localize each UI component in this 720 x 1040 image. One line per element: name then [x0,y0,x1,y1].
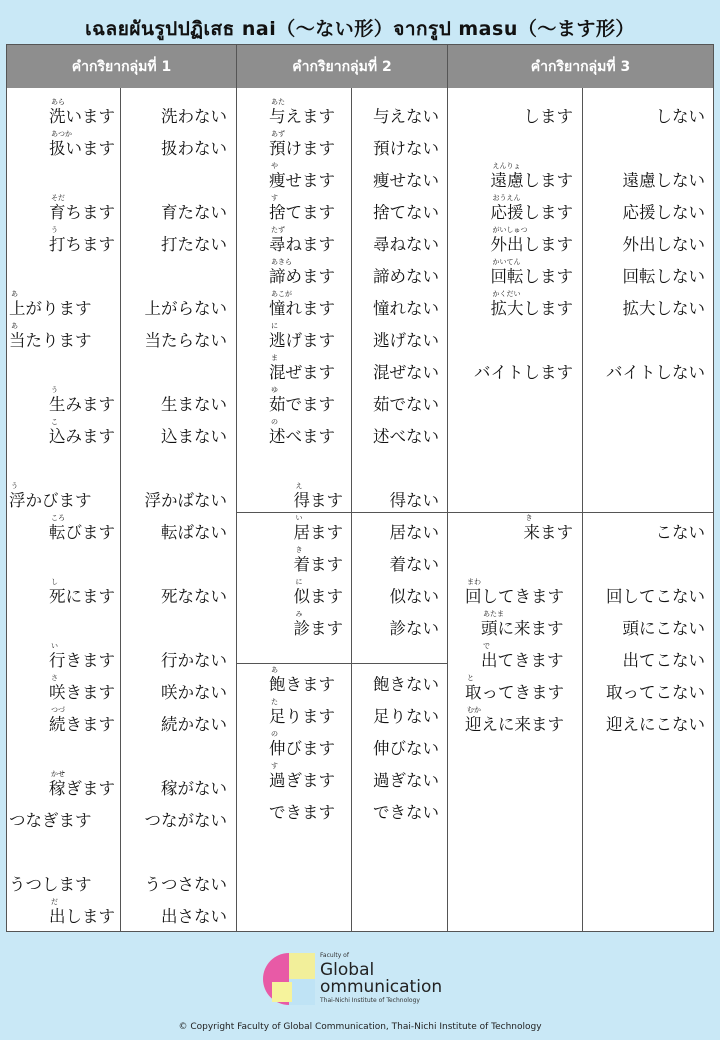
divider [351,663,447,664]
nai-form: 与えない [373,107,439,126]
masu-form: 出します [49,907,115,926]
masu-form: 頭に来ます [481,619,564,638]
furigana: あた [271,98,285,106]
furigana: あ [271,666,278,674]
header-group-3: คำกริยากลุ่มที่ 3 [448,45,713,88]
masu-form: 茹でます [269,395,335,414]
masu-form: 来ます [523,523,573,542]
furigana: たず [271,226,285,234]
masu-form: つなぎます [9,811,92,830]
nai-form: 迎えにこない [606,715,705,734]
furigana: き [525,514,533,522]
masu-form: 浮かびます [9,491,92,510]
furigana: むか [467,706,481,714]
nai-form: 着ない [389,555,439,574]
masu-form: 外出します [490,235,573,254]
masu-form: 扱います [49,139,115,158]
nai-form: 憧れない [373,299,439,318]
masu-form: 打ちます [49,235,115,254]
masu-form: うつします [9,875,92,894]
furigana: そだ [51,194,65,202]
divider [236,663,351,664]
masu-form: 咲きます [49,683,115,702]
nai-form: 咲かない [161,683,227,702]
furigana: の [271,418,278,426]
nai-form: 拡大しない [622,299,705,318]
furigana: ゆ [271,386,278,394]
divider [120,88,121,931]
nai-form: 育たない [161,203,227,222]
nai-form: 行かない [161,651,227,670]
header-group-2: คำกริยากลุ่มที่ 2 [237,45,448,88]
furigana: に [295,578,303,586]
nai-form: 足りない [373,707,439,726]
masu-form: 回転します [490,267,573,286]
masu-form: 捨てます [269,203,335,222]
nai-form: 遠慮しない [622,171,705,190]
masu-form: 診ます [293,619,343,638]
furigana: と [467,674,474,682]
furigana: あきら [271,258,292,266]
nai-form: 頭にこない [622,619,705,638]
furigana: かせ [51,770,65,778]
masu-form: 死にます [49,587,115,606]
furigana: う [51,226,58,234]
furigana: に [271,322,278,330]
nai-form: 預けない [373,139,439,158]
nai-form: 回してこない [606,587,705,606]
masu-form: 足ります [269,707,335,726]
furigana: え [295,482,303,490]
nai-form: 痩せない [373,171,439,190]
furigana: い [295,514,303,522]
nai-form: 逃げない [373,331,439,350]
header-group-1: คำกริยากลุ่มที่ 1 [7,45,237,88]
nai-form: 続かない [161,715,227,734]
masu-form: 育ちます [49,203,115,222]
logo-icon [262,952,316,1006]
furigana: う [51,386,58,394]
nai-form: 出てこない [622,651,705,670]
furigana: ま [271,354,278,362]
nai-form: しない [655,107,705,126]
masu-form: 拡大します [490,299,573,318]
nai-form: 混ぜない [373,363,439,382]
nai-form: 取ってこない [606,683,705,702]
nai-form: できない [373,803,439,822]
furigana: す [271,194,278,202]
masu-form: 預けます [269,139,335,158]
masu-form: 当たります [9,331,92,350]
furigana: た [271,698,278,706]
masu-form: 飽きます [269,675,335,694]
masu-form: 得ます [293,491,343,510]
page-title: เฉลยผันรูปปฏิเสธ nai（～ない形）จากรูป masu（～ます形） [85,18,635,40]
masu-form: 込みます [49,427,115,446]
furigana: まわ [467,578,481,586]
nai-form: 生まない [161,395,227,414]
nai-form: 洗わない [161,107,227,126]
furigana: し [51,578,58,586]
furigana: かいてん [492,258,521,266]
masu-form: バイトします [474,363,573,382]
nai-form: 稼がない [161,779,227,798]
masu-form: 伸びます [269,739,335,758]
nai-form: 回転しない [622,267,705,286]
furigana: こ [51,418,58,426]
copyright: © Copyright Faculty of Global Communication, Thai-Nichi Institute of Technology [178,1022,542,1032]
faculty-logo [262,952,452,1012]
furigana: おうえん [492,194,521,202]
nai-form: 浮かばない [144,491,227,510]
furigana: き [295,546,303,554]
furigana: がいしゅつ [492,226,528,234]
furigana: み [295,610,303,618]
masu-form: 遠慮します [490,171,573,190]
masu-form: 与えます [269,107,335,126]
masu-form: 出てきます [481,651,564,670]
nai-form: 伸びない [373,739,439,758]
masu-form: 着ます [293,555,343,574]
logo-text: Thai-Nichi Institute of Technology [320,997,420,1004]
nai-form: 過ぎない [373,771,439,790]
masu-form: 居ます [293,523,343,542]
nai-form: 述べない [373,427,439,446]
masu-form: 迎えに来ます [465,715,564,734]
nai-form: うつさない [144,875,227,894]
nai-form: 診ない [389,619,439,638]
furigana: つづ [51,706,65,714]
nai-form: 外出しない [622,235,705,254]
masu-form: 憧れます [269,299,335,318]
conjugation-table [6,44,714,932]
masu-form: 述べます [269,427,335,446]
nai-form: 居ない [389,523,439,542]
furigana: あつか [51,130,72,138]
masu-form: 尋ねます [269,235,335,254]
masu-form: 行きます [49,651,115,670]
furigana: あたま [483,610,504,618]
nai-form: 込まない [161,427,227,446]
furigana: あら [51,98,65,106]
masu-form: 取ってきます [465,683,564,702]
nai-form: 当たらない [144,331,227,350]
nai-form: 諦めない [373,267,439,286]
nai-form: バイトしない [606,363,705,382]
masu-form: します [523,107,573,126]
divider [582,88,583,931]
nai-form: 上がらない [144,299,227,318]
masu-form: 過ぎます [269,771,335,790]
furigana: ころ [51,514,65,522]
masu-form: できます [269,803,335,822]
nai-form: 飽きない [373,675,439,694]
furigana: う [11,482,18,490]
nai-form: 扱わない [161,139,227,158]
nai-form: 応援しない [622,203,705,222]
masu-form: 回してきます [465,587,564,606]
furigana: かくだい [492,290,521,298]
furigana: あこが [271,290,292,298]
logo-text: Global [320,960,375,980]
nai-form: 茹でない [373,395,439,414]
masu-form: 逃げます [269,331,335,350]
furigana: あ [11,322,18,330]
nai-form: 死なない [161,587,227,606]
furigana: や [271,162,278,170]
masu-form: 応援します [490,203,573,222]
nai-form: 打たない [161,235,227,254]
masu-form: 痩せます [269,171,335,190]
furigana: い [51,642,58,650]
nai-form: つながない [144,811,227,830]
nai-form: こない [655,523,705,542]
furigana: さ [51,674,58,682]
masu-form: 転びます [49,523,115,542]
furigana: あ [11,290,18,298]
masu-form: 似ます [293,587,343,606]
masu-form: 混ぜます [269,363,335,382]
masu-form: 生みます [49,395,115,414]
nai-form: 転ばない [161,523,227,542]
divider [236,512,713,513]
logo-text: ommunication [320,977,443,997]
nai-form: 捨てない [373,203,439,222]
furigana: で [483,642,490,650]
nai-form: 得ない [389,491,439,510]
masu-form: 上がります [9,299,92,318]
masu-form: 稼ぎます [49,779,115,798]
nai-form: 出さない [161,907,227,926]
divider [447,88,448,931]
divider [236,88,237,931]
furigana: の [271,730,278,738]
masu-form: 洗います [49,107,115,126]
furigana: だ [51,898,58,906]
furigana: あず [271,130,285,138]
furigana: えんりょ [492,162,521,170]
masu-form: 諦めます [269,267,335,286]
masu-form: 続きます [49,715,115,734]
furigana: す [271,762,278,770]
nai-form: 尋ねない [373,235,439,254]
nai-form: 似ない [389,587,439,606]
logo-text: Faculty of [320,952,349,959]
